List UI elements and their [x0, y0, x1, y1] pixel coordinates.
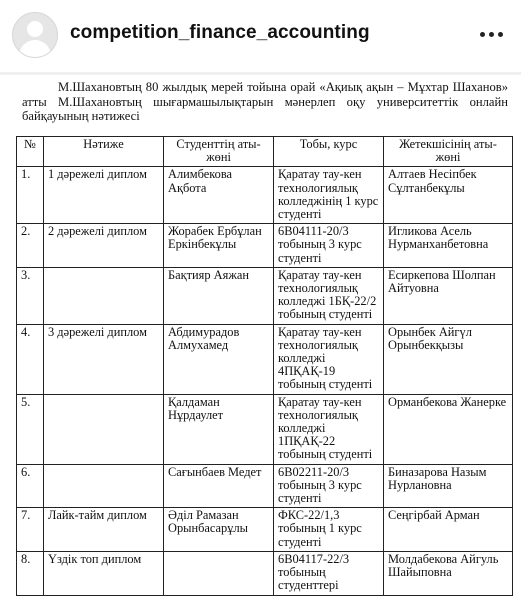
table-row	[17, 267, 513, 324]
user-avatar-icon	[27, 21, 43, 37]
cell-number: 6.	[17, 464, 44, 508]
header-group: Тобы, курс	[274, 137, 384, 167]
cell-result	[44, 464, 164, 508]
cell-supervisor: Орманбекова Жанерке	[384, 394, 513, 464]
cell-student: Әділ Рамазан Орынбасарұлы	[164, 508, 274, 552]
profile-username[interactable]: competition_finance_accounting	[70, 22, 370, 43]
header-supervisor: Жетекшісінің аты-жөні	[384, 137, 513, 167]
cell-number: 4.	[17, 324, 44, 394]
cell-student: Сағынбаев Медет	[164, 464, 274, 508]
cell-number: 3.	[17, 267, 44, 324]
cell-group: 6В04111-20/3 тобының 3 курс студенті	[274, 224, 384, 268]
cell-supervisor: Есиркепова Шолпан Айтуовна	[384, 267, 513, 324]
cell-supervisor: Молдабекова Айгуль Шайыповна	[384, 551, 513, 595]
cell-student	[164, 551, 274, 595]
header-number: №	[17, 137, 44, 167]
cell-number: 1.	[17, 167, 44, 224]
table-row	[17, 551, 513, 595]
cell-student: Алимбекова Ақбота	[164, 167, 274, 224]
cell-supervisor: Алтаев Несіпбек Сұлтанбекұлы	[384, 167, 513, 224]
cell-supervisor: Орынбек Айгүл Орынбекқызы	[384, 324, 513, 394]
cell-result: Лайк-тайм диплом	[44, 508, 164, 552]
cell-supervisor: Игликова Асель Нурманханбетовна	[384, 224, 513, 268]
table-row	[17, 394, 513, 464]
cell-student: Қалдаман Нұрдаулет	[164, 394, 274, 464]
cell-supervisor: Сеңгірбай Арман	[384, 508, 513, 552]
header-result: Нәтиже	[44, 137, 164, 167]
post-header	[0, 0, 521, 72]
cell-result	[44, 394, 164, 464]
cell-student: Бақтияр Аяжан	[164, 267, 274, 324]
table-row	[17, 464, 513, 508]
results-table	[16, 136, 513, 596]
table-row	[17, 224, 513, 268]
cell-result	[44, 267, 164, 324]
cell-number: 7.	[17, 508, 44, 552]
cell-supervisor: Биназарова Назым Нурлановна	[384, 464, 513, 508]
document-intro: М.Шахановтың 80 жылдық мерей тойына орай «Ақиық ақын – Мұхтар Шаханов» атты М.Шахановтың шығармашылықтарын мәнерлеп оқу университеттік онлайн байқауының нәтижесі	[22, 80, 508, 123]
table-row	[17, 167, 513, 224]
cell-group: ФКС-22/1,3 тобының 1 курс студенті	[274, 508, 384, 552]
header-student: Студенттің аты-жөні	[164, 137, 274, 167]
document-image	[0, 72, 521, 600]
avatar[interactable]	[12, 12, 58, 58]
cell-group: 6В04117-22/3 тобының студенттері	[274, 551, 384, 595]
more-options-icon[interactable]	[480, 32, 503, 37]
cell-number: 5.	[17, 394, 44, 464]
cell-result: 1 дәрежелі диплом	[44, 167, 164, 224]
cell-result: 2 дәрежелі диплом	[44, 224, 164, 268]
cell-student: Абдимурадов Алмухамед	[164, 324, 274, 394]
cell-group: Қаратау тау-кен технологиялық колледжі 4ПҚАҚ-19 тобының студенті	[274, 324, 384, 394]
cell-group: Қаратау тау-кен технологиялық колледжінің 1 курс студенті	[274, 167, 384, 224]
cell-group: Қаратау тау-кен технологиялық колледжі 1ПҚАҚ-22 тобының студенті	[274, 394, 384, 464]
cell-result: 3 дәрежелі диплом	[44, 324, 164, 394]
cell-group: Қаратау тау-кен технологиялық колледжі 1БҚ-22/2 тобының студенті	[274, 267, 384, 324]
table-row	[17, 508, 513, 552]
table-header-row	[17, 137, 513, 167]
table-row	[17, 324, 513, 394]
cell-student: Жорабек Ербұлан Еркінбекұлы	[164, 224, 274, 268]
cell-number: 2.	[17, 224, 44, 268]
cell-number: 8.	[17, 551, 44, 595]
cell-group: 6В02211-20/3 тобының 3 курс студенті	[274, 464, 384, 508]
cell-result: Үздік топ диплом	[44, 551, 164, 595]
